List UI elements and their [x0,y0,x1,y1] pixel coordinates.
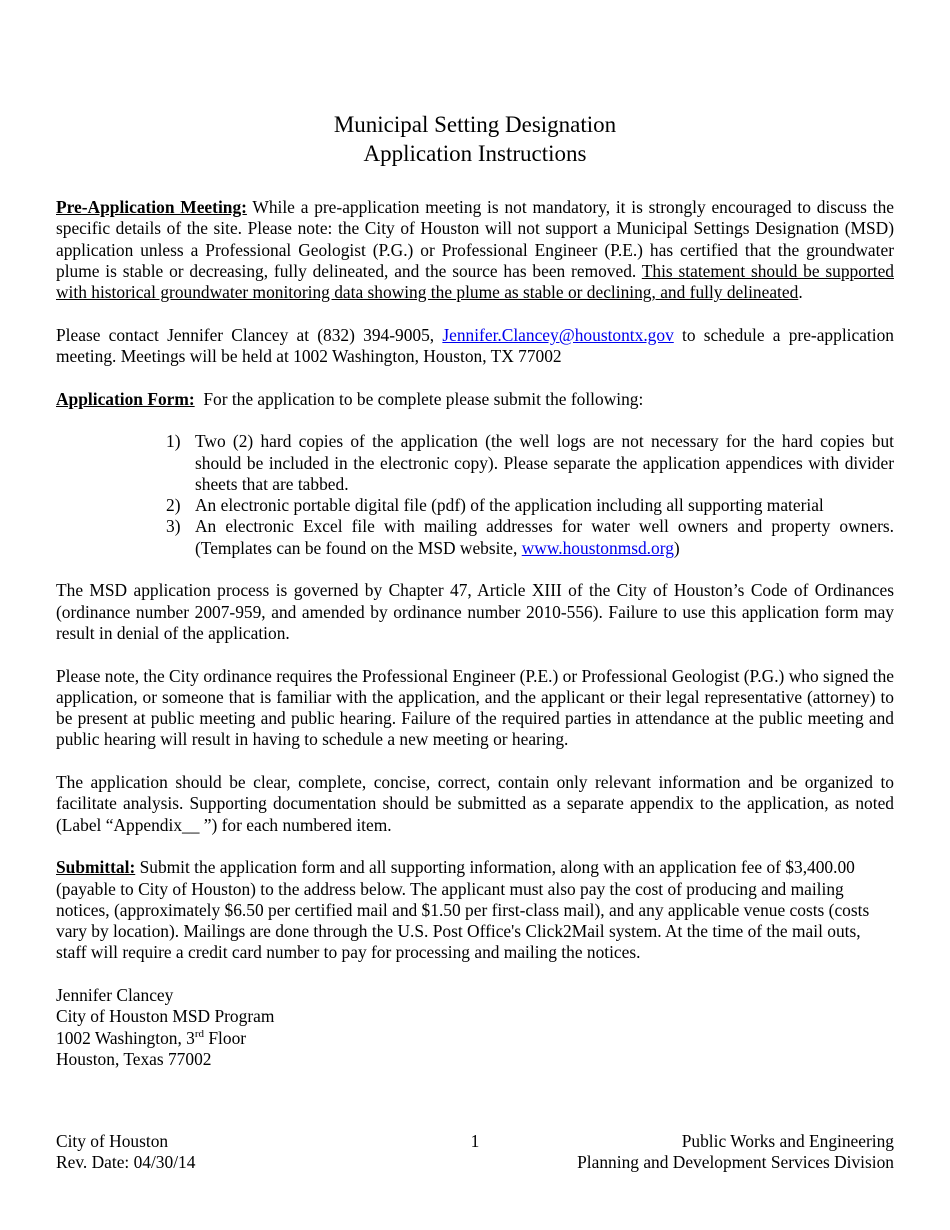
application-form-heading: Application Form: [56,388,195,409]
application-form-text: For the application to be complete please submit the following: [194,388,644,409]
contact-email-link[interactable]: Jennifer.Clancey@houstontx.gov [442,324,674,345]
list-item [166,516,894,559]
address-street [56,1028,894,1049]
page-title [0,110,950,168]
list-item-number: 2) [166,495,181,516]
footer-department: Public Works and Engineering [681,1131,894,1151]
list-item-text: Two (2) hard copies of the application (the well logs are not necessary for the hard copies but should be included in the electronic copy). Please separate the application appendices with divider sheets that are tabbed. [195,431,894,494]
contact-text-after: to schedule a pre-application meeting. Meetings will be held at 1002 Washington, Houston, TX 77002 [56,324,894,367]
list-item-text: An electronic Excel file with mailing addresses for water well owners and property owners. (Templates can be found on the MSD website, [195,516,894,558]
pre-application-paragraph [56,197,894,303]
submittal-heading: Submittal: [56,857,136,878]
pre-application-heading: Pre-Application Meeting: [56,197,247,217]
list-item-number: 3) [166,516,181,537]
list-item-end: ) [673,537,680,558]
chapter-paragraph: The MSD application process is governed by Chapter 47, Article XIII of the City of Houston’s Code of Ordinances (ordinance number 2007-959, and amended by ordinance number 2010-556). Failure to use this application form may result in denial of the application. [56,580,894,643]
title-line-2: Application Instructions [363,141,587,166]
msd-website-link[interactable]: www.houstonmsd.org [521,537,674,558]
submittal-text: Submit the application form and all supporting information, along with an application fee of $3,400.00 (payable to City of Houston) to the address below. The applicant must also pay the cost of producing and mailing notices, (approximately $6.50 per certified mail and $1.50 per first-class mail), and any applicable venue costs (costs vary by location). Mailings are done through the U.S. Post Office's Click2Mail system. At the time of the mail outs, staff will require a credit card number to pay for processing and mailing the notices. [56,857,870,963]
address-org: City of Houston MSD Program [56,1006,275,1027]
mailing-address [56,985,894,1070]
page-number: 1 [470,1131,480,1151]
footer-division: Planning and Development Services Division [577,1152,894,1173]
list-item-text: An electronic portable digital file (pdf) of the application including all supporting material [195,495,824,516]
application-clarity-paragraph: The application should be clear, complete, concise, correct, contain only relevant information and be organized to facilitate analysis. Supporting documentation should be submitted as a separate appendix to the application, as noted (Label “Appendix__ ”) for each numbered item. [56,772,894,835]
footer-right [577,1131,894,1174]
footer-rev-date: Rev. Date: 04/30/14 [56,1152,196,1173]
list-item [166,431,894,495]
contact-text-before: Please contact Jennifer Clancey at (832) 394-9005, [56,324,443,345]
footer-org: City of Houston [56,1131,169,1151]
contact-paragraph [56,325,894,368]
address-street-number: 1002 Washington, 3 [56,1027,195,1048]
submittal-paragraph [56,857,894,963]
footer-left [56,1131,195,1174]
application-requirements-list [56,431,894,559]
pre-application-end: . [798,282,803,303]
application-form-paragraph [56,389,894,410]
pre-application-underlined: This statement should be supported with historical groundwater monitoring data showing the plume as stable or declining, and fully delineated [56,260,894,303]
address-floor-suffix: rd [194,1027,205,1040]
title-line-1: Municipal Setting Designation [333,112,617,137]
address-name: Jennifer Clancey [56,984,174,1005]
attendance-note-paragraph: Please note, the City ordinance requires the Professional Engineer (P.E.) or Professional Geologist (P.G.) who signed the application, or someone that is familiar with the application, and the applicant or their legal representative (attorney) to be present at public meeting and public hearing. Failure of the required parties in attendance at the public meeting and public hearing will result in having to schedule a new meeting or hearing. [56,665,894,750]
address-floor: Floor [204,1027,247,1048]
pre-application-text: While a pre-application meeting is not mandatory, it is strongly encouraged to discuss the specific details of the site. Please note: the City of Houston will not support a Municipal Settings Designation (MSD) application unless a Professional Geologist (P.G.) or Professional Engineer (P.E.) has certified that the groundwater plume is stable or decreasing, fully delineated, and the source has been removed. [56,197,894,281]
document-body [56,197,894,1070]
list-item [166,495,894,516]
address-city: Houston, Texas 77002 [56,1048,212,1069]
list-item-number: 1) [166,431,181,452]
